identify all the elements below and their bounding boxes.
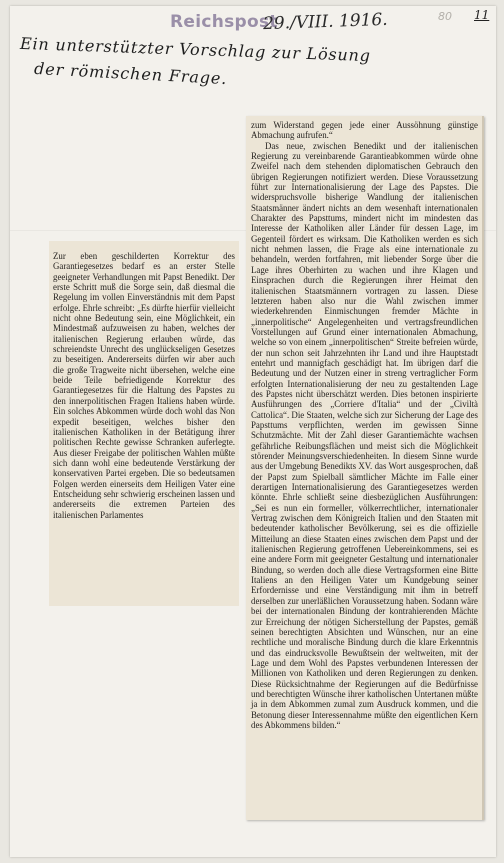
pencil-mark: 80 bbox=[438, 10, 452, 23]
handwritten-title-line-2: der römischen Frage. bbox=[33, 58, 228, 89]
left-clipping bbox=[49, 241, 239, 606]
right-clipping bbox=[246, 116, 484, 820]
left-clipping-text: Zur eben geschilderten Korrektur des Garantiegesetzes bedarf es an erster Stelle geeigneter Verhandlungen mit Papst Benedikt. Der erste Schritt muß die Sorge sein, daß diesmal die Regelung im vollen Einverständnis mit dem Papst erfolge. Ehrle schreibt: „Es dürfte hierfür vielleicht nicht ohne Bedeutung sein, eine Möglichkeit, ein Mindestmaß aufzuweisen zu haben, welches der italienischen Regierung erlauben würde, das schreiendste Unrecht des unglückseligen Gesetzes zu beseitigen. Andererseits dürfen wir aber auch die große Tragweite nicht übersehen, welche eine beide Teile befriedigende Korrektur des Garantiegesetzes für die Haltung des Papstes zu den innerpolitischen Fragen Italiens haben würde. Ein solches Abkommen würde doch wohl das Non expedit beseitigen, welches bisher den italienischen Katholiken in der Betätigung ihrer politischen Rechte gewisse Schranken auferlegte. Aus dieser Freigabe der politischen Wahlen müßte sich dann wohl eine bedeutende Verstärkung der konservativen Partei ergeben. Die so bedeutsamen Folgen werden einerseits dem Heiligen Vater eine Entscheidung sehr schwierig erscheinen lassen und andererseits die extremen Parteien des italienischen Parlamentes bbox=[53, 251, 235, 520]
handwritten-date: 29./VIII. 1916. bbox=[262, 9, 388, 35]
right-clipping-para-2: Das neue, zwischen Benedikt und der italienischen Regierung zu vereinbarende Garantieabkommen würde ohne Zweifel nach dem stehenden diplomatischen Gebrauch den übrigen Regierungen notifiziert werden. Diese Voraussetzung führt zur Internationalisierung der Lage des Papstes. Die widerspruchsvolle bisherige Wandlung der italienischen Staatsmänner ändert nichts an dem wesenhaft internationalen Charakter des Papsttums, mindert nicht im mindesten das Interesse der Katholiken aller Länder für dessen Lage, im Gegenteil fördert es wirksam. Die Katholiken werden es sich nicht nehmen lassen, die Frage als eine internationale zu behandeln, werden fortfahren, mit liebender Sorge über die Lage ihres Oberhirten zu wachen und ihre Klagen und Einsprachen durch die Regierungen ihrer Heimat den italienischen Staatsmännern vortragen zu lassen. Diese letzteren haben also nur die Wahl zwischen immer wiederkehrenden Einmischungen fremder Mächte in „innerpolitische“ Angelegenheiten und vertragsfreundlichen Vorstellungen auf Grund einer internationalen Abmachung, welche so von einem „innerpolitischen“ Streite befreien würde, der nun schon seit Jahrzehnten ihr Land und ihre Hauptstadt entehrt und mannigfach geschädigt hat. Im übrigen darf die Bedeutung und der Nutzen einer in streng vertraglicher Form erfolgten Internationalisierung der neu zu gestaltenden Lage des Papstes nicht überschätzt werden. Dies betonen inspirierte Ausführungen des „Corriere d'Italia“ und der „Civiltà Cattolica“. Die Staaten, welche sich zur Sicherung der Lage des Papsttums verpflichten, werden im gewissen Sinne Schutzmächte. Mit der Zahl dieser Garantiemächte wachsen gefährliche Reibungsflächen und meist sich die Möglichkeit störender Meinungsverschiedenheiten. In diesem Sinne wurde aus der Umgebung Benedikts XV. das Wort ausgesprochen, daß der Papst zum Spielball sämtlicher Mächte im Falle einer derartigen Internationalisierung des Garantiegesetzes werden könnte. Ehrle schließt seine diesbezüglichen Ausführungen: „Sei es nun ein formeller, völkerrechtlicher, internationaler Vertrag zwischen dem Königreich Italien und den Staaten mit bedeutender katholischer Bevölkerung, sei es die offizielle Mitteilung an diese Staaten eines zwischen dem Papst und der italienischen Regierung getroffenen Uebereinkommens, sei es eine andere Form mit geeigneter Gestaltung und internationaler Bindung, so werden doch alle diese Vertragsformen eine Bitte Italiens an den Heiligen Vater um Kundgebung seiner Erfordernisse und eine Verständigung mit ihm in betreff derselben zur unerläßlichen Voraussetzung haben. Sodann wäre bei der internationalen Bindung der kontrahierenden Mächte zur Erreichung der nötigen Sicherstellung der Papstes, gemäß seinen berechtigten Absichten und Wünschen, nur an eine rechtliche und moralische Bindung durch die klare Erkenntnis und das eindrucksvolle Bewußtsein der weltweiten, mit der Lage und dem Wohl des Papstes verbundenen Interessen der Millionen von Katholiken und deren Regierungen zu denken. Diese Rücksichtnahme der Regierungen auf die Bedürfnisse und berechtigten Wünsche ihrer katholischen Untertanen müßte ja in dem Abkommen zumal zum Ausdruck kommen, und die Betonung dieser Interessennahme müßte den eigentlichen Kern des Abkommens bilden.“ bbox=[251, 140, 478, 730]
right-clipping-para-1: zum Widerstand gegen jede einer Aussöhnung günstige Abmachung aufrufen.“ bbox=[251, 120, 478, 141]
handwritten-title-line-1: Ein unterstützter Vorschlag zur Lösung bbox=[19, 33, 372, 66]
page-number: 11 bbox=[474, 8, 490, 22]
newspaper-name: Reichspost bbox=[170, 12, 278, 32]
